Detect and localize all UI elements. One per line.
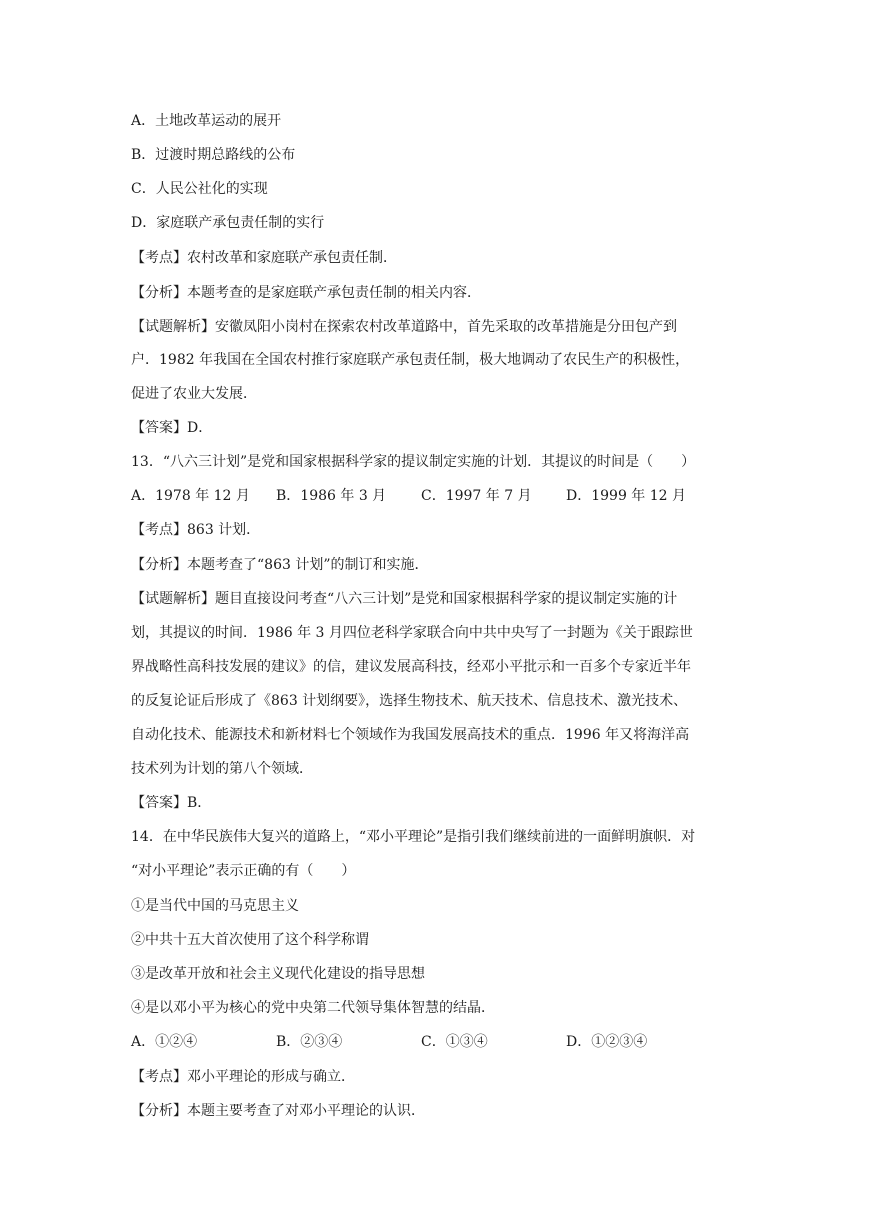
q13-option-a: A．1978 年 12 月 [131, 488, 250, 504]
q13-option-b: B．1986 年 3 月 [276, 488, 387, 504]
q14-stem-line-2: “对小平理论”表示正确的有（ ） [131, 863, 356, 879]
q12-jiexi-line-1: 【试题解析】安徽凤阳小岗村在探索农村改革道路中，首先采取的改革措施是分田包产到 [131, 319, 677, 335]
q14-item-1: ①是当代中国的马克思主义 [131, 898, 299, 914]
q12-jiexi-line-3: 促进了农业大发展． [131, 386, 257, 402]
q13-jiexi-line-5: 自动化技术、能源技术和新材料七个领域作为我国发展高技术的重点．1996 年又将海洋高 [131, 727, 690, 743]
q14-item-2: ②中共十五大首次使用了这个科学称谓 [131, 932, 369, 948]
q13-kaodian: 【考点】863 计划． [131, 522, 261, 538]
q14-option-b: B．②③④ [276, 1034, 343, 1050]
q12-option-b: B．过渡时期总路线的公布 [131, 147, 296, 163]
q12-option-d: D．家庭联产承包责任制的实行 [131, 215, 325, 231]
q13-jiexi-line-6: 技术列为计划的第八个领域． [131, 761, 313, 777]
q13-jiexi-line-2: 划，其提议的时间．1986 年 3 月四位老科学家联合向中共中央写了一封题为《关于跟踪世 [131, 625, 693, 641]
q14-fenxi: 【分析】本题主要考查了对邓小平理论的认识． [131, 1103, 425, 1119]
q13-option-d: D．1999 年 12 月 [566, 488, 687, 504]
q14-item-4: ④是以邓小平为核心的党中央第二代领导集体智慧的结晶． [131, 1000, 495, 1016]
q12-option-a: A．土地改革运动的展开 [131, 113, 282, 129]
q14-item-3: ③是改革开放和社会主义现代化建设的指导思想 [131, 966, 425, 982]
q13-jiexi-line-4: 的反复论证后形成了《863 计划纲要》，选择生物技术、航天技术、信息技术、激光技术、 [131, 693, 688, 709]
q12-kaodian: 【考点】农村改革和家庭联产承包责任制． [131, 250, 397, 266]
q13-fenxi: 【分析】本题考查了“863 计划”的制订和实施． [131, 557, 429, 573]
q13-stem: 13．“八六三计划”是党和国家根据科学家的提议制定实施的计划．其提议的时间是（ ） [131, 454, 696, 470]
q12-option-c: C．人民公社化的实现 [131, 181, 268, 197]
q12-fenxi: 【分析】本题考查的是家庭联产承包责任制的相关内容． [131, 285, 481, 301]
q13-answer: 【答案】B． [131, 795, 212, 811]
q13-jiexi-line-3: 界战略性高科技发展的建议》的信，建议发展高科技，经邓小平批示和一百多个专家近半年 [131, 659, 691, 675]
q14-option-a: A．①②④ [131, 1034, 198, 1050]
q12-jiexi-line-2: 户．1982 年我国在全国农村推行家庭联产承包责任制，极大地调动了农民生产的积极性， [131, 352, 690, 368]
q14-stem-line-1: 14．在中华民族伟大复兴的道路上，“邓小平理论”是指引我们继续前进的一面鲜明旗帜．对 [131, 829, 696, 845]
q13-jiexi-line-1: 【试题解析】题目直接设问考查“八六三计划”是党和国家根据科学家的提议制定实施的计 [131, 591, 678, 607]
q14-option-d: D．①②③④ [566, 1034, 648, 1050]
q14-kaodian: 【考点】邓小平理论的形成与确立． [131, 1069, 355, 1085]
q14-option-c: C．①③④ [421, 1034, 488, 1050]
q12-answer: 【答案】D． [131, 420, 213, 436]
q13-option-c: C．1997 年 7 月 [421, 488, 532, 504]
